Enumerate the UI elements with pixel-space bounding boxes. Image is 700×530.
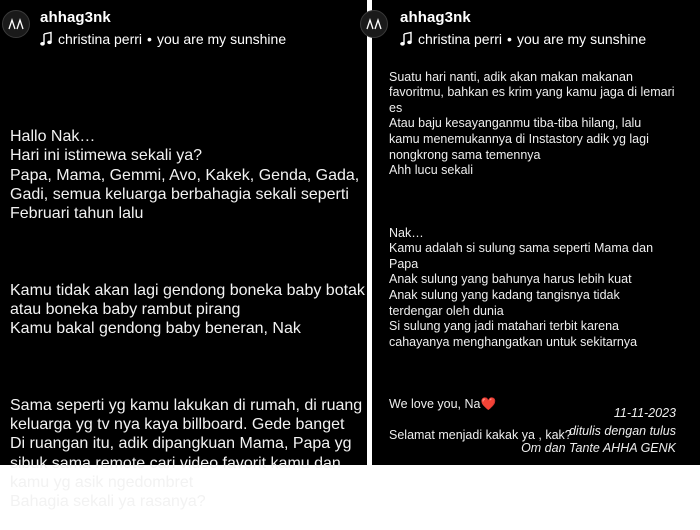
music-attribution[interactable]	[40, 31, 286, 47]
music-note-icon	[40, 32, 52, 46]
signature-block	[416, 405, 676, 458]
ahha-logo-icon	[366, 18, 382, 30]
music-artist: christina perri	[58, 31, 143, 47]
story-username[interactable]: ahhag3nk	[40, 9, 111, 26]
story-text-right	[389, 54, 694, 459]
story-paragraph: Kamu tidak akan lagi gendong boneka baby botak atau boneka baby rambut pirang Kamu bakal gendong baby beneran, Nak	[10, 281, 365, 338]
profile-avatar[interactable]	[360, 10, 388, 38]
paragraph-spacer	[10, 358, 365, 377]
music-title: you are my sunshine	[156, 31, 287, 47]
music-artist: christina perri	[418, 31, 503, 47]
story-panel-right	[372, 0, 700, 465]
story-paragraph: Hallo Nak… Hari ini istimewa sekali ya? Papa, Mama, Gemmi, Avo, Kakek, Genda, Gada, Gadi, semua keluarga berbahagia sekali seperti Februari tahun lalu	[10, 128, 360, 223]
music-title: you are my sunshine	[516, 31, 647, 47]
profile-avatar[interactable]	[2, 10, 30, 38]
music-separator: •	[147, 31, 152, 47]
signature-date: 11-11-2023	[613, 406, 676, 420]
story-paragraph: We love you, Na	[389, 397, 481, 412]
story-paragraph: Nak… Kamu adalah si sulung sama seperti Mama dan Papa Anak sulung yang bahunya harus lebih kuat Anak sulung yang kadang tangisnya tidak terdengar oleh dunia Si sulung yang jadi matahari terbit karena cahayanya menghangatkan untuk sekitarnya	[389, 225, 654, 349]
story-header	[372, 0, 700, 60]
music-separator: •	[507, 31, 512, 47]
paragraph-spacer	[389, 194, 694, 210]
signature-line-1: ditulis dengan tulus	[568, 423, 676, 438]
story-paragraph: Sama seperti yg kamu lakukan di rumah, di ruang keluarga yg tv nya kaya billboard. Gede banget Di ruangan itu, adik dipangkuan Mama, Papa yg sibuk sama remote cari video favorit kamu dan kamu yg asik ngedombret Bahagia sekali ya rasanya?	[10, 397, 363, 511]
story-header	[0, 0, 367, 60]
ahha-logo-icon	[8, 18, 24, 30]
story-username[interactable]: ahhag3nk	[400, 9, 471, 26]
story-text-left	[10, 108, 365, 530]
signature-line-2: Om dan Tante AHHA GENK	[521, 441, 676, 455]
music-attribution[interactable]	[400, 31, 646, 47]
music-note-icon	[400, 32, 412, 46]
closing-line: Selamat menjadi kakak ya , kak?	[389, 428, 572, 443]
heart-emoji-icon: ❤️	[480, 397, 497, 412]
paragraph-spacer	[389, 366, 694, 382]
story-paragraph: Suatu hari nanti, adik akan makan makanan favoritmu, bahkan es krim yang kamu jaga di lemari es Atau baju kesayanganmu tiba-tiba hilang, lalu kamu menemukannya di Instastory adik yg lagi nongkrong sama temennya Ahh lucu sekali	[389, 69, 675, 178]
paragraph-spacer	[10, 242, 365, 261]
